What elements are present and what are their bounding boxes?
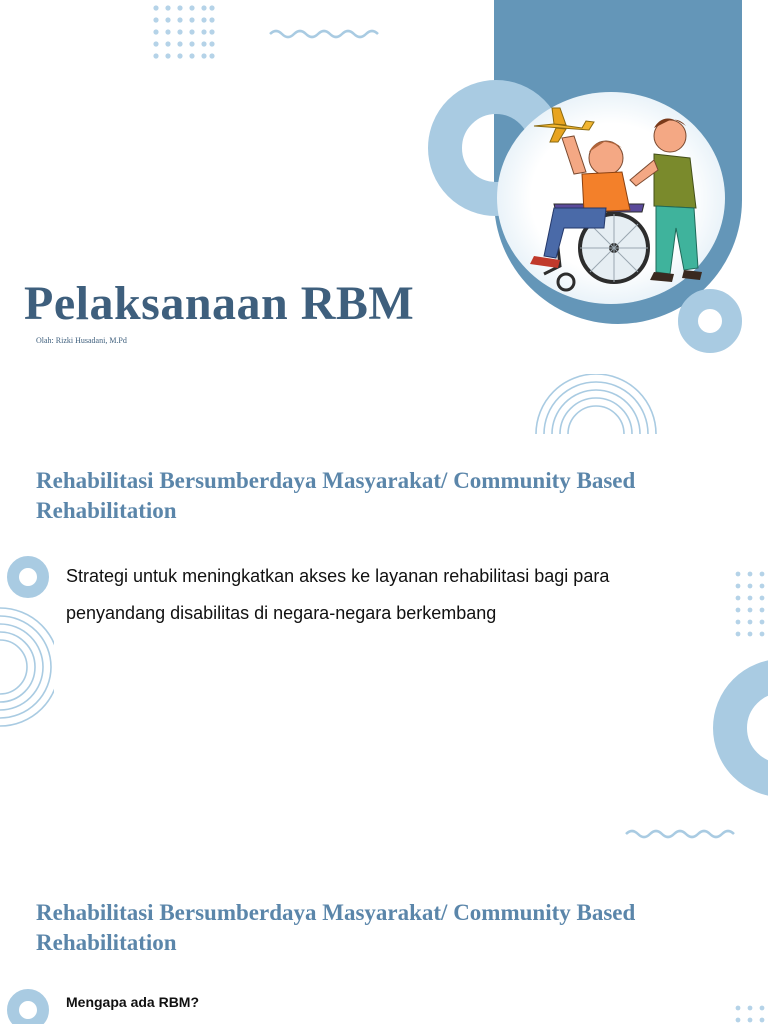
slide-1 xyxy=(0,0,768,440)
body-paragraph: Strategi untuk meningkatkan akses ke layanan rehabilitasi bagi para penyandang disabilitas di negara-negara berkembang xyxy=(66,566,610,623)
section-heading: Rehabilitasi Bersumberdaya Masyarakat/ Community Based Rehabilitation xyxy=(36,468,636,523)
section-heading: Rehabilitasi Bersumberdaya Masyarakat/ Community Based Rehabilitation xyxy=(36,900,636,955)
dot-grid-decoration xyxy=(732,568,768,642)
wave-decoration xyxy=(268,26,384,42)
wheelchair-children-illustration xyxy=(494,88,728,308)
page-title: Pelaksanaan RBM xyxy=(24,277,415,330)
small-ring-decoration xyxy=(676,287,744,355)
small-ring-decoration xyxy=(4,553,52,601)
dot-grid-decoration xyxy=(732,1002,768,1024)
large-ring-decoration xyxy=(712,658,768,798)
slide-3 xyxy=(0,872,768,1024)
concentric-arcs-decoration xyxy=(530,374,662,436)
dot-grid-decoration xyxy=(150,0,220,70)
concentric-arcs-decoration xyxy=(0,602,54,732)
question-text: Mengapa ada RBM? xyxy=(66,994,200,1010)
small-ring-decoration xyxy=(4,986,52,1024)
wave-decoration xyxy=(624,826,740,842)
author-byline: Olah: Rizki Husadani, M.Pd xyxy=(36,336,127,345)
slide-2 xyxy=(0,440,768,872)
